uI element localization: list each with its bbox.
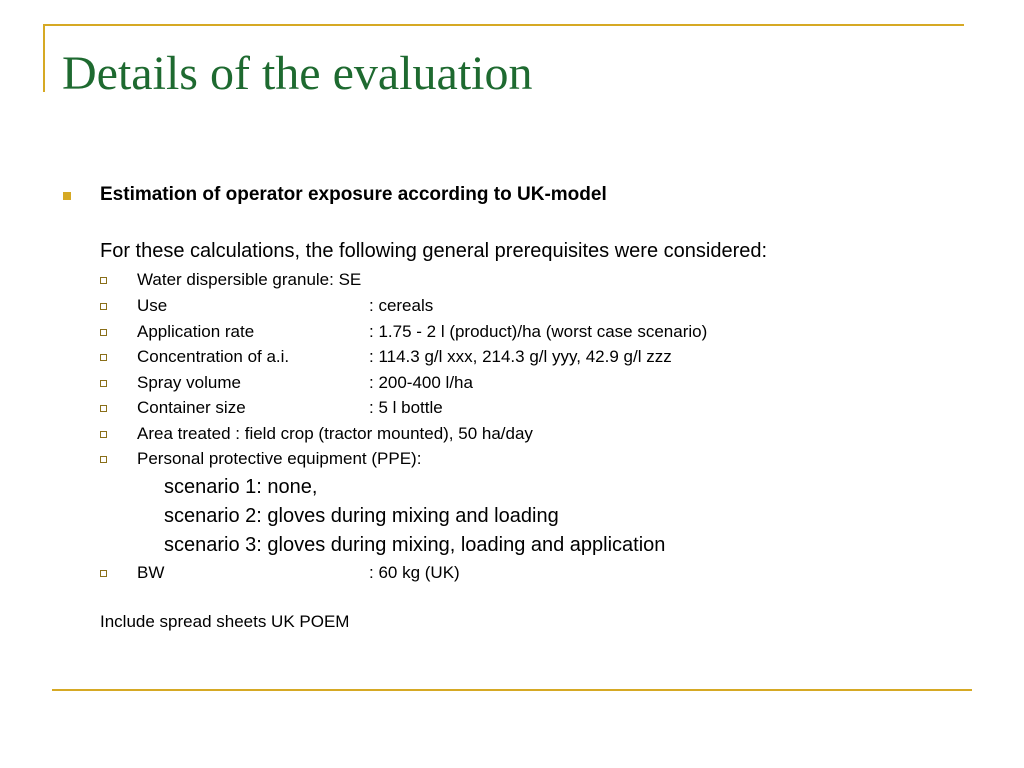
hollow-square-bullet-icon bbox=[100, 354, 107, 361]
item-label: Spray volume bbox=[137, 373, 241, 392]
intro-text: For these calculations, the following general prerequisites were considered: bbox=[100, 240, 768, 262]
bottom-rule bbox=[52, 689, 972, 691]
item-label: Use bbox=[137, 296, 168, 315]
hollow-square-bullet-icon bbox=[100, 431, 107, 438]
left-rule bbox=[43, 24, 45, 92]
item-label: Personal protective equipment (PPE): bbox=[137, 449, 422, 468]
item-label: Concentration of a.i. bbox=[137, 347, 290, 366]
hollow-square-bullet-icon bbox=[100, 329, 107, 336]
hollow-square-bullet-icon bbox=[100, 456, 107, 463]
item-value: : cereals bbox=[369, 296, 434, 315]
item-label: Application rate bbox=[137, 322, 255, 341]
item-value: : 5 l bottle bbox=[369, 398, 443, 417]
item-label: Water dispersible granule: SE bbox=[137, 270, 362, 289]
square-bullet-icon bbox=[63, 192, 71, 200]
scenario-line: scenario 1: none, bbox=[164, 476, 318, 498]
hollow-square-bullet-icon bbox=[100, 380, 107, 387]
hollow-square-bullet-icon bbox=[100, 570, 107, 577]
footer-note: Include spread sheets UK POEM bbox=[100, 612, 350, 631]
section-heading: Estimation of operator exposure according to UK-model bbox=[100, 184, 607, 205]
hollow-square-bullet-icon bbox=[100, 277, 107, 284]
item-label: BW bbox=[137, 563, 165, 582]
hollow-square-bullet-icon bbox=[100, 303, 107, 310]
item-value: : 1.75 - 2 l (product)/ha (worst case scenario) bbox=[369, 322, 708, 341]
item-value: : 60 kg (UK) bbox=[369, 563, 460, 582]
item-label: Container size bbox=[137, 398, 246, 417]
item-value: : 200-400 l/ha bbox=[369, 373, 473, 392]
item-label: Area treated : field crop (tractor mounted), 50 ha/day bbox=[137, 424, 533, 443]
item-value: : 114.3 g/l xxx, 214.3 g/l yyy, 42.9 g/l zzz bbox=[369, 347, 672, 366]
slide-title: Details of the evaluation bbox=[62, 47, 533, 100]
scenario-line: scenario 2: gloves during mixing and loading bbox=[164, 505, 559, 527]
hollow-square-bullet-icon bbox=[100, 405, 107, 412]
top-rule bbox=[43, 24, 964, 26]
scenario-line: scenario 3: gloves during mixing, loading and application bbox=[164, 534, 666, 556]
